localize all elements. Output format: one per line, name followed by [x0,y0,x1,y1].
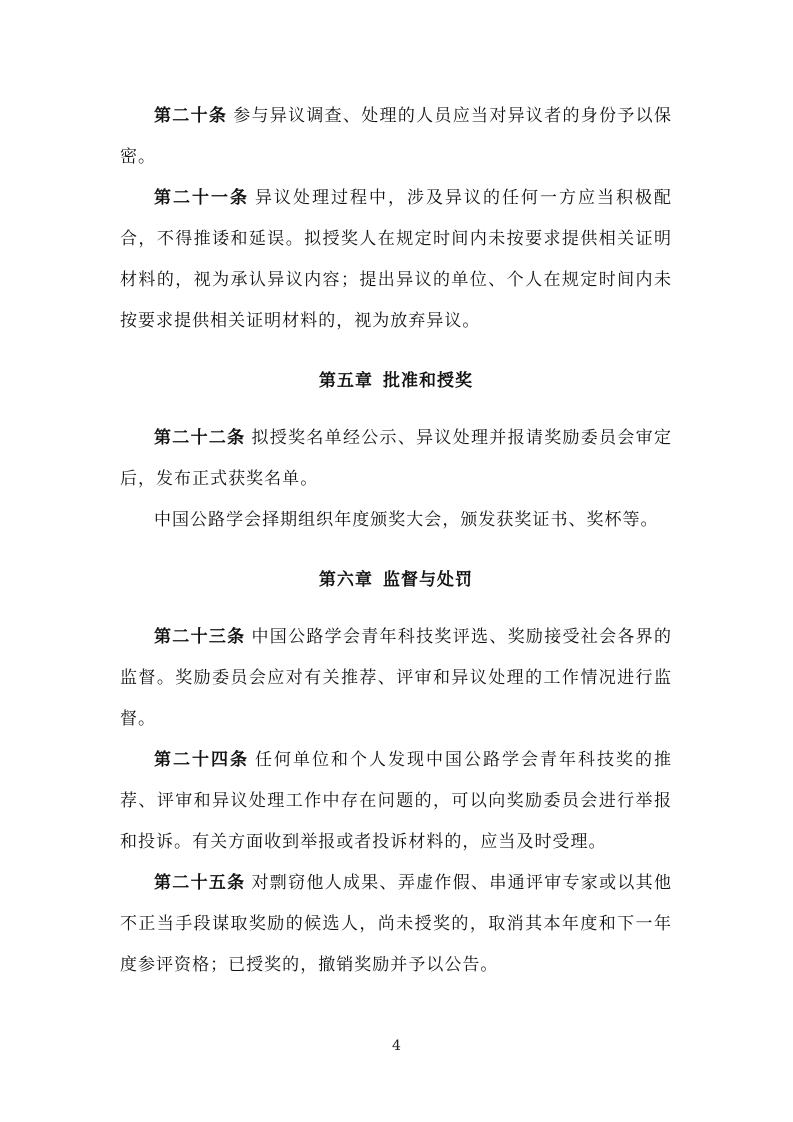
article-label: 第二十二条 [154,428,246,448]
chapter-number: 第五章 [318,371,373,391]
article-text: 参与异议调查、处理的人员应当对异议者的身份予以保密。 [120,106,672,167]
article-label: 第二十条 [154,106,228,126]
chapter-title: 批准和授奖 [382,371,474,391]
chapter-heading-5 [120,365,672,397]
article-label: 第二十一条 [154,188,249,208]
article-label: 第二十三条 [154,627,246,647]
article-22 [120,418,672,500]
article-text: 任何单位和个人发现中国公路学会青年科技奖的推荐、评审和异议处理工作中存在问题的，可以向奖励委员会进行举报和投诉。有关方面收到举报或者投诉材料的，应当及时受理。 [120,750,672,852]
article-text: 对剽窃他人成果、弄虚作假、串通评审专家或以其他不正当手段谋取奖励的候选人，尚未授奖的，取消其本年度和下一年度参评资格；已授奖的，撤销奖励并予以公告。 [120,873,672,975]
article-23 [120,617,672,740]
chapter-heading-6 [120,564,672,596]
page-number: 4 [392,1038,401,1054]
article-label: 第二十五条 [154,873,246,893]
article-25 [120,863,672,986]
chapter-number: 第六章 [318,570,373,590]
article-24 [120,740,672,863]
chapter-title: 监督与处罚 [382,570,474,590]
article-text: 异议处理过程中，涉及异议的任何一方应当积极配合，不得推诿和延误。拟授奖人在规定时间内未按要求提供相关证明材料的，视为承认异议内容；提出异议的单位、个人在规定时间内未按要求提供相关证明材料的，视为放弃异议。 [120,188,672,331]
article-text: 拟授奖名单经公示、异议处理并报请奖励委员会审定后，发布正式获奖名单。 [120,428,672,489]
article-21 [120,178,672,342]
article-20 [120,96,672,178]
article-22-paragraph-2: 中国公路学会择期组织年度颁奖大会，颁发获奖证书、奖杯等。 [154,510,659,530]
article-label: 第二十四条 [154,750,249,770]
article-text: 中国公路学会青年科技奖评选、奖励接受社会各界的监督。奖励委员会应对有关推荐、评审和异议处理的工作情况进行监督。 [120,627,672,729]
document-body [120,96,672,986]
